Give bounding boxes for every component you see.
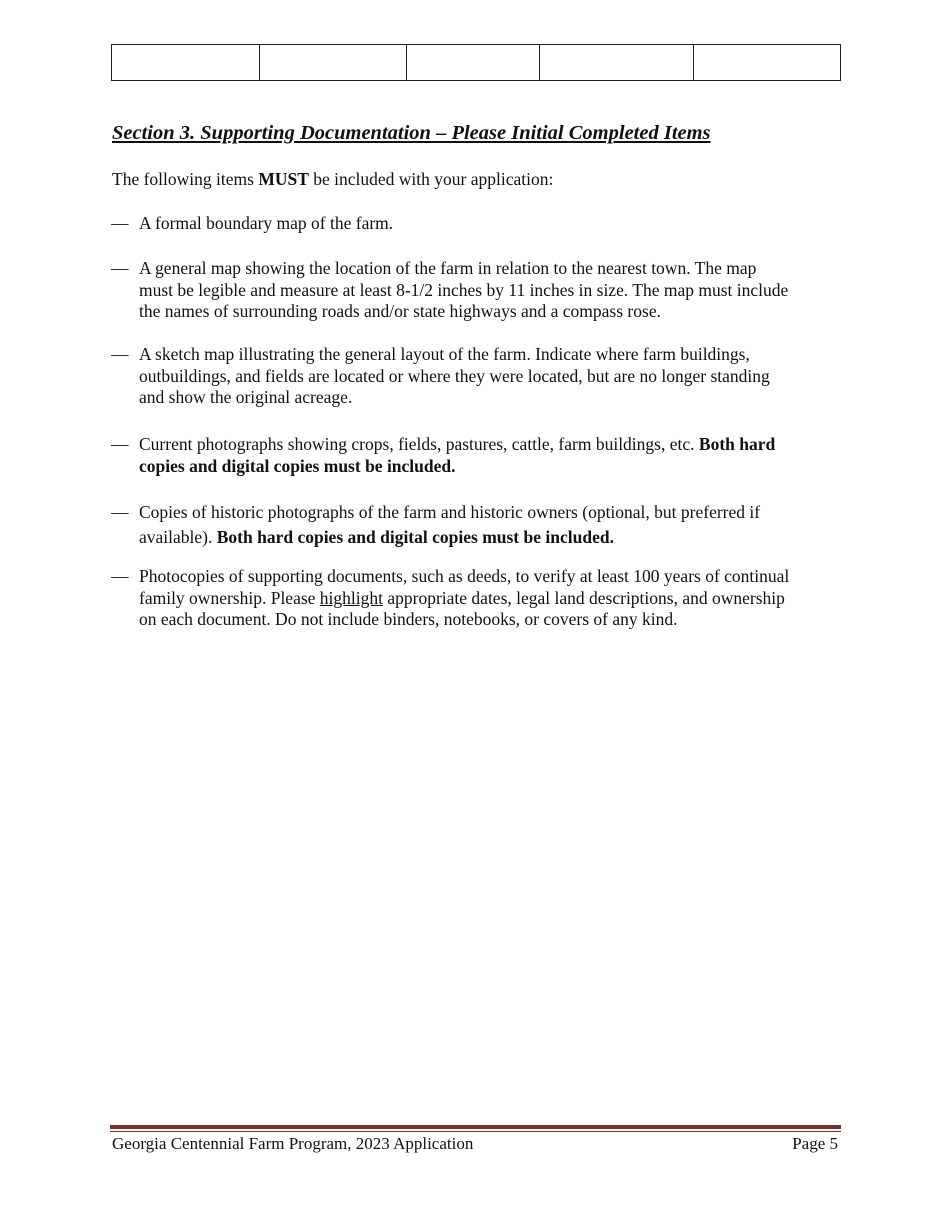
item-text xyxy=(139,525,846,550)
dash-bullet[interactable]: — xyxy=(111,344,129,364)
item-text-part: appropriate dates, legal land descriptions, and ownership xyxy=(383,587,785,608)
intro-text xyxy=(112,169,553,190)
dash-bullet[interactable]: — xyxy=(111,566,129,586)
table-cell[interactable] xyxy=(407,45,540,81)
dash-bullet[interactable]: — xyxy=(111,502,129,522)
table-cell[interactable] xyxy=(540,45,694,81)
item-text: A general map showing the location of the farm in relation to the nearest town. The map xyxy=(139,258,757,278)
list-item xyxy=(111,434,846,477)
footer-title: Georgia Centennial Farm Program, 2023 Application xyxy=(112,1134,474,1153)
highlight-word: highlight xyxy=(319,587,383,608)
dash-bullet[interactable]: — xyxy=(111,258,129,278)
table-cell[interactable] xyxy=(112,45,260,81)
item-text: Copies of historic photographs of the farm and historic owners (optional, but preferred if xyxy=(139,502,761,522)
section-heading: Section 3. Supporting Documentation – Please Initial Completed Items xyxy=(112,122,711,144)
list-item xyxy=(111,258,846,323)
table-cell[interactable] xyxy=(260,45,407,81)
item-text: and show the original acreage. xyxy=(139,387,353,407)
table-row xyxy=(112,45,841,81)
dash-bullet[interactable]: — xyxy=(111,213,129,233)
intro-post: be included with your application: xyxy=(308,169,554,189)
intro-emphasis: MUST xyxy=(258,169,309,189)
item-text: the names of surrounding roads and/or state highways and a compass rose. xyxy=(139,301,661,321)
table-cell[interactable] xyxy=(694,45,841,81)
item-text-part: Current photographs showing crops, fields, pastures, cattle, farm buildings, etc. xyxy=(139,434,699,454)
item-text: must be legible and measure at least 8-1/2 inches by 11 inches in size. The map must include xyxy=(139,279,789,300)
item-emphasis: copies and digital copies must be included. xyxy=(139,455,456,476)
item-text-part: available). xyxy=(139,527,217,547)
item-text: A sketch map illustrating the general layout of the farm. Indicate where farm buildings, xyxy=(139,344,750,364)
item-text: outbuildings, and fields are located or where they were located, but are no longer standing xyxy=(139,365,770,386)
item-text: Photocopies of supporting documents, such as deeds, to verify at least 100 years of continual xyxy=(139,566,790,586)
footer-rule-thin xyxy=(110,1131,841,1132)
item-emphasis: Both hard xyxy=(698,434,776,454)
page-number: Page 5 xyxy=(792,1134,838,1153)
dash-bullet[interactable]: — xyxy=(111,434,129,454)
item-emphasis: Both hard copies and digital copies must be included. xyxy=(216,527,614,547)
list-item xyxy=(111,500,846,550)
list-item xyxy=(111,213,846,235)
list-item xyxy=(111,566,846,631)
list-item xyxy=(111,344,846,409)
intro-pre: The following items xyxy=(112,169,259,189)
footer-rule-thick xyxy=(110,1125,841,1129)
item-text: on each document. Do not include binders, notebooks, or covers of any kind. xyxy=(139,609,678,629)
item-text xyxy=(139,434,846,456)
item-text xyxy=(139,456,846,478)
initials-table xyxy=(111,44,841,81)
item-text xyxy=(139,588,846,610)
item-text: A formal boundary map of the farm. xyxy=(139,213,394,233)
item-text-part: family ownership. Please xyxy=(139,587,320,608)
